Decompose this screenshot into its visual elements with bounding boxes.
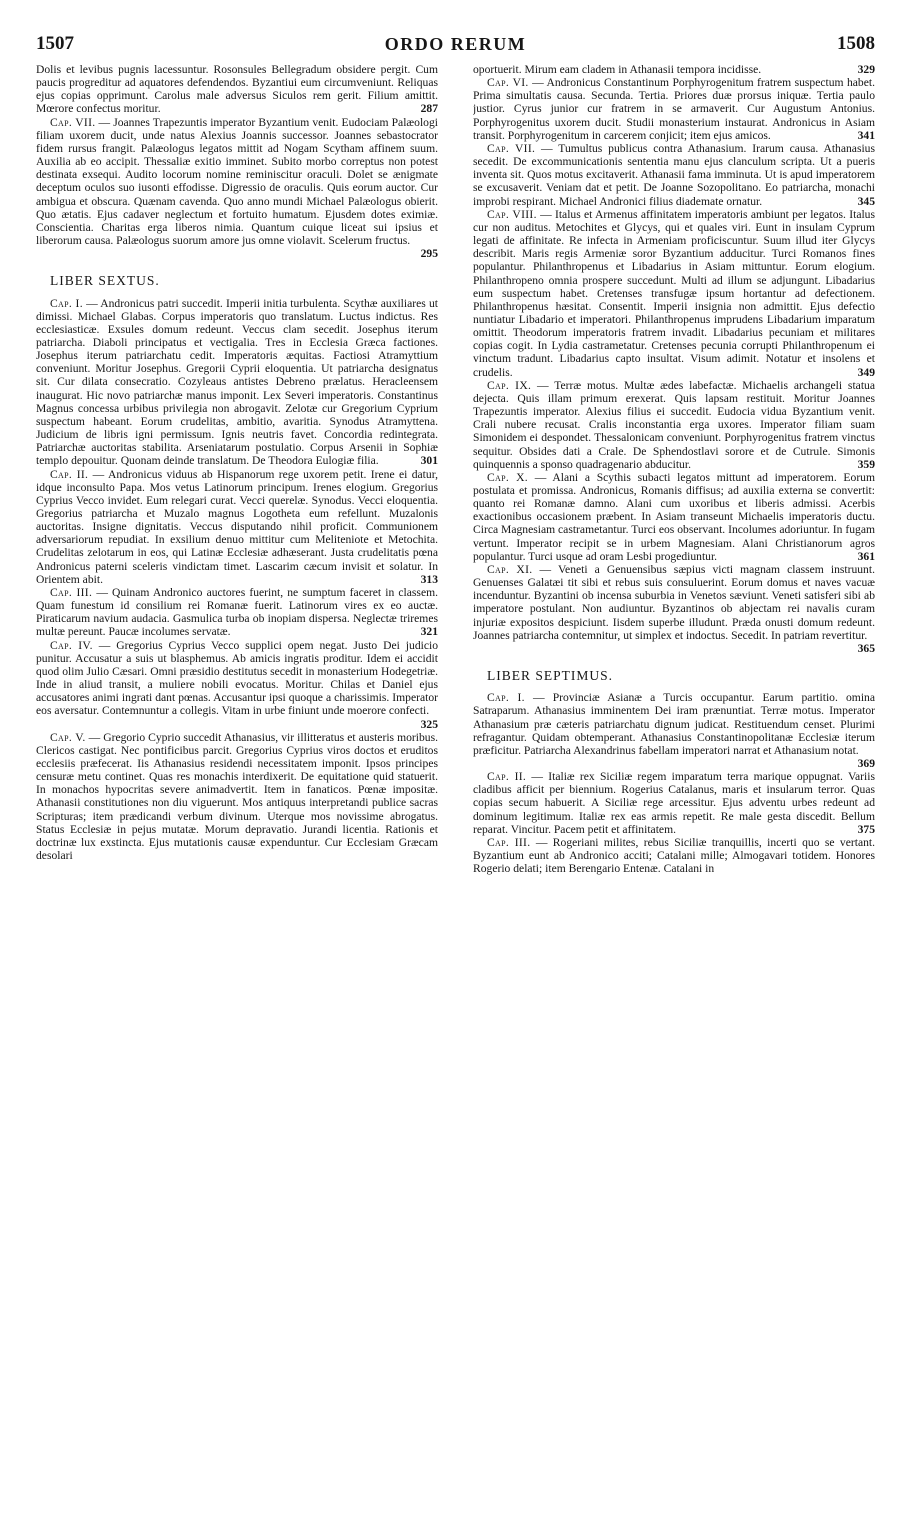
- chapter-label: Cap. IV.: [50, 638, 93, 652]
- chapter-summary: [36, 731, 438, 863]
- summary-text: — Tumultus publicus contra Athanasium. Irarum causa. Athanasius secedit. De excommunicationis sententia manu ejus clanculum scripta. Ut a pueris inventa sit. Quos motus excitaverit. Athanasii fama imminuta. Ut is apud imperatorem se excusaverit. Veniam dat et petit. De Joanne Sozopolitano. Eo patriarcha, monachi improbi respirant. Michael Andronici filius diademate ornatur.: [473, 141, 875, 208]
- running-title: ORDO RERUM: [384, 34, 527, 54]
- page-reference: 369: [857, 756, 875, 770]
- chapter-label: Cap. VII.: [487, 141, 536, 155]
- left-column: [36, 63, 438, 1525]
- summary-text: oportuerit. Mirum eam cladem in Athanasii tempora incidisse.: [473, 63, 762, 76]
- summary-block: [473, 63, 875, 76]
- page-reference: 329: [857, 63, 875, 76]
- chapter-summary: [36, 586, 438, 639]
- chapter-label: Cap. II.: [50, 467, 89, 481]
- summary-text: — Alani a Scythis subacti legatos mittunt ad imperatorem. Eorum postulata et promissa. Andronicus, Romanis diffisus; ad auxilia externa se convertit: quanto rei Romanæ damno. Alani cum uxoribus et liberis admissi. Acerbis exactionibus occasionem præbent. In Asiam transeunt Michaelis imperatoris ductu. Circa Magnesiam castrametantur. Turci eos observant. Incolumes adoriuntur. In fugam vertunt. Imperator recipit se in urbem Magnesiam. Alani Christianorum agros populantur. Turci usque ad oram Lesbi progediuntur.: [473, 470, 875, 563]
- chapter-label: Cap. III.: [487, 835, 531, 849]
- page-reference: 287: [420, 102, 438, 116]
- page-reference: 301: [420, 454, 438, 468]
- chapter-summary: [473, 142, 875, 208]
- chapter-summary: [473, 208, 875, 379]
- summary-text: — Italiæ rex Siciliæ regem imparatum terra marique oppugnat. Variis cladibus afficit per biennium. Rogerius Catalanus, maris et insularum terror. Quas copias secum habuerit. A Siciliæ rege arcessitur. Ejus adventu urbes redeunt ad dominum legitimum. Italiæ rex eas armis repetit. Re male gesta discedit. Bellum reparat. Vincitur. Pacem petit et affinitatem.: [473, 770, 875, 836]
- page-number-left: 1507: [36, 33, 74, 54]
- chapter-summary: [36, 468, 438, 586]
- chapter-summary: [473, 836, 875, 875]
- book-heading: LIBER SEPTIMUS.: [487, 668, 614, 684]
- page-reference: 359: [857, 457, 875, 471]
- summary-text: — Joannes Trapezuntis imperator Byzantium venit. Eudociam Palæologi filiam uxorem ducit, unde natus Alexius Joannis successor. Joannes sebastocrator fidem rursus frangit. Palæologus legatos mittit ad Nogam Scytham affinem suum. Auxilia ab eo accipit. Thessaliæ exitio imminet. Subito morbo correptus non potest destinata exsequi. Audito locorum nomine reminiscitur oraculi. Dolet se ænigmate deceptum oculos suo iusonti effodisse. Digressio de oraculis. Quis eorum auctor. Cur ambigua et obscura. Quænam cavenda. Quo anno mundi Michael Palæologus obierit. Quo ætatis. Ejus cadaver neglectum et fortuito humatum. Ejusdem dotes eximiæ. Conscientia. Charitas erga liberos nimia. Quantum cuique liceat sui ipsius et liberorum causa. Palæologus suorum amore jus omne violavit. Scelerum fructus.: [36, 115, 438, 248]
- page-reference: 365: [857, 641, 875, 655]
- page-number-right: 1508: [837, 33, 875, 54]
- chapter-label: Cap. V.: [50, 730, 86, 744]
- page-reference: 313: [420, 572, 438, 586]
- chapter-summary: [473, 563, 875, 655]
- summary-text: — Gregorio Cyprio succedit Athanasius, vir illitteratus et austeris moribus. Clericos castigat. Nec pontificibus parcit. Gregorius Cyprius viros doctos et eruditos ecclesiis præfecerat. Iis Athanasius residendi necessitatem imponit. Ipsos principes censuræ metu continet. Quas res monachis interdixerit. De equitatione quid statuerit. In monachos hypocritas severe animadvertit. Item in fanaticos. Pœnæ impositæ. Athanasii constitutiones non diu viguerunt. Mos antiquus interpretandi publice sacras Scripturas; item prædicandi verbum divinum. Uterque mos novissime abrogatus. Status Ecclesiæ in pejus mutatæ. Morum depravatio. Jurandi licentia. Rationis et doctrinæ lux exstincta. Ejus mutationis causæ expenduntur. Cur Ecclesiam Græcam desolari: [36, 730, 438, 863]
- chapter-label: Cap. VII.: [50, 115, 96, 129]
- chapter-label: Cap. VI.: [487, 76, 529, 90]
- chapter-label: Cap. III.: [50, 585, 93, 599]
- summary-text: — Quinam Andronico auctores fuerint, ne sumptum faceret in classem. Quam funestum id consilium rei Romanæ fuerit. Latinorum vires ex eo auctæ. Piraticarum navium audacia. Gasmulica turba ob inopiam dispersa. Neglectæ triremes multæ pereunt. Paucæ incolumes servatæ.: [36, 585, 438, 639]
- page-reference: 341: [857, 128, 875, 142]
- chapter-summary: [36, 297, 438, 468]
- chapter-summary: [36, 116, 438, 261]
- summary-text: — Veneti a Genuensibus sæpius victi magnam classem instruunt. Genuenses Galatæi tit sibi et rebus suis consuluerint. Eorum domus et naves vacuæ incenduntur. Byzantini ob incensa suburbia in Venetos sæviunt. Veneti satisferi sibi ab imperatore postulant. Non audiuntur. Byzantinos ob abjectam rei navalis curam injuriæ expositos despiciunt. Iisdem superbe illudunt. Præda onusti domum redeunt. Joannes patriarcha contemnitur, ut simplex et indoctus. Secedit. In patriam revertitur.: [473, 562, 875, 642]
- chapter-summary: [473, 471, 875, 563]
- summary-text: — Andronicus patri succedit. Imperii initia turbulenta. Scythæ auxiliares ut dimissi. Michael Glabas. Corpus imperatoris quo translatum. Luctus indictus. Res ecclesiasticæ. Exsules domum redeunt. Veccus clam secedit. Josephus iterum patriarcha. Diaboli principatus et vectigalia. Tres in Ecclesia Græca factiones. Josephus iterum patriarchatu cedit. Imperatoris æquitas. Factiosi Atramyttium conveniunt. Moritur Josephus. Gregorii Cyprii eloquentia. Ut patriarcha designatus sit. Cur dilata consecratio. Cozyleaus antistes Debreno prælatus. Heracleensem inaugurat. Hic novo patriarchæ manus imponit. Lex Severi imperatoris. Constantinus Magnus concessa urbibus privilegia non abrogavit. Zelotæ cur Gregorium Cyprium suspectum habeant. Eorum crudelitas, ambitio, avaritia. Synodus Atramyttena. Judicium de libris igni permissum. Ignis neutris favet. Concordia redintegrata. Patriarchæ auctoritas stabilita. Arseniatarum postulatio. Corpus Arsenii in Sophiæ templo depouitur. Quonam deinde translatum. De Theodora Eulogiæ filia.: [36, 296, 438, 468]
- page-header: [36, 33, 875, 59]
- summary-text: — Andronicus viduus ab Hispanorum rege uxorem petit. Irene ei datur, idque inconsulto Papa. Mos vetus Latinorum principum. Irenes elogium. Gregorius Cyprius Vecco invidet. Eum relegari curat. Vecci querelæ. Synodus. Vecci eloquentia. Gregorius patriarcha et Muzalo magnus Logotheta eum refellunt. Muzalonis auctoritas. Insigne dignitatis. Veccus disputando nihil proficit. Communionem adversariorum repudiat. In exsilium denuo mittitur cum Meliteniote et Metochita. Crudelitas zelotarum in eos, qui Latinæ Ecclesiæ adhæserant. Justa crudelitatis pœna Andronicus paterni sceleris vindictam timet. Lascarim cæcum invisit et solatur. In Orientem abit.: [36, 467, 438, 586]
- chapter-summary: [473, 76, 875, 142]
- summary-text: — Gregorius Cyprius Vecco supplici opem negat. Justo Dei judicio punitur. Accusatur a suis ut blasphemus. Ab amicis ingratis proditur. Idem ei accidit quod olim Julio Cæsari. Omni præsidio destitutus secedit in monasterium Hodegetriæ. Inde in aliud transit, a muliere nobili evocatus. Moritur. Chilas et Daniel ejus accusatores animi ingrati dant pœnas. Accusantur ipsi quoque a charissimis. Imperator eos aversatur. Contemnuntur a collegis. Vitam in urbe finiunt unde moerore confecti.: [36, 638, 438, 718]
- chapter-summary: [473, 379, 875, 471]
- chapter-label: Cap. VIII.: [487, 207, 537, 221]
- book-heading: LIBER SEXTUS.: [50, 273, 160, 289]
- summary-text: — Rogeriani milites, rebus Siciliæ tranquillis, incerti quo se vertant. Byzantium eunt ab Andronico acciti; Catalani mille; Almogavari totidem. Honores Rogerio delati; item Berengario Entenæ. Catalani in: [473, 835, 875, 876]
- summary-text: — Provinciæ Asianæ a Turcis occupantur. Earum partitio. omina Satraparum. Athanasius imminentem Dei iram prænuntiat. Terræ motus. Imperator Athanasium præ cæteris patriarchatu dignum judicat. Restituendum censet. Plurimi refragantur. Quidam obtemperant. Athanasius Constantinopolitanæ Ecclesiæ iterum præficitur. Patriarcha Alexandrinus fabellam imperatori narrat et Athanasium notat.: [473, 691, 875, 757]
- chapter-label: Cap. II.: [487, 770, 527, 784]
- page-reference: 349: [857, 365, 875, 379]
- chapter-label: Cap. I.: [487, 691, 525, 705]
- summary-block: [36, 63, 438, 116]
- page-reference: 345: [857, 194, 875, 208]
- chapter-label: Cap. X.: [487, 470, 528, 484]
- page-reference: 375: [857, 822, 875, 836]
- page-reference: 325: [420, 717, 438, 731]
- chapter-summary: [473, 691, 875, 770]
- summary-text: — Terræ motus. Multæ ædes labefactæ. Michaelis archangeli statua dejecta. Quis illam primum erexerat. Quis lapsam restituit. Moritur Joannes Trapezuntis imperator. Alexius filius ei succedit. Eudocia vidua Byzantium venit. Crali nubere recusat. Cralis inconstantia erga uxores. Imperator filiam suam Simonidem ei despondet. Thessalonicam conveniunt. Porphyrogenitus fratrem vinctus sequitur. Obsides dati a Crale. De Sphendostlavi sorore et de Cutrule. Simonis quinquennis a sponso quadragenario abducitur.: [473, 378, 875, 471]
- page-reference: 295: [420, 247, 438, 261]
- chapter-summary: [473, 770, 875, 836]
- summary-text: — Italus et Armenus affinitatem imperatoris ambiunt per legatos. Italus cur non auditus. Metochites et Glycys, qui et quales viri. Eunt in insulam Cyprum legati de affinitate. Re infecta in Armeniam proficiscuntur. Suum illud iter Glycys describit. Maris regis Armeniæ soror Byzantium adducitur. Turci Romanos fines populantur. Philanthropenus et Libadarius in Asiam mittuntur. Eorum elogium. Philanthropeno omnia prospere succedunt. Multi ad illum se adjungunt. Libadarius eum suspectum habet. Cretenses transfugæ ipsum hortantur ad defectionem. Philanthropenus hæsitat. Consentit. Imperii insignia non admittit. Ejus defectio nuntiatur Libadario et imperatori. Philanthropenus imprudens Libadarium imparatum omittit. Theodorum imperatoris fratrem invadit. Libadarius pecuniam et militares copias cogit. In Lydia castrametatur. Cretenses pecunia corrupti Philanthropenum ei vinctum tradunt. Libadarius capto insultat. Visum adimit. Notatur et insolens et crudelis.: [473, 207, 875, 379]
- chapter-label: Cap. I.: [50, 296, 83, 310]
- chapter-label: Cap. IX.: [487, 378, 532, 392]
- chapter-summary: [36, 639, 438, 731]
- page-reference: 361: [857, 549, 875, 563]
- summary-text: Dolis et levibus pugnis lacessuntur. Rosonsules Bellegradum obsidere pergit. Cum paucis progreditur ad aquatores defendendos. Byzantiui eum circumveniunt. Reliquas ejus copias opprimunt. Carolus male adversus Siculos rem gerit. Filium amittit. Mœrore confectus moritur.: [36, 63, 438, 116]
- page-reference: 321: [420, 625, 438, 639]
- right-column: [473, 63, 875, 1525]
- summary-text: — Andronicus Constantinum Porphyrogenitum fratrem suspectum habet. Prima simultatis causa. Secunda. Tertia. Priores duæ prorsus iniquæ. Tertia paulo justior. Cyrus junior cur fratrem in se armaverit. Cur Augustum Antonius. Porphyrogenitus uxorem ducit. Studii monasterium instaurat. Andronicus in Asiam transit. Porphyrogenitum in carcerem conjicit; item ejus amicos.: [473, 76, 875, 142]
- chapter-label: Cap. XI.: [487, 562, 533, 576]
